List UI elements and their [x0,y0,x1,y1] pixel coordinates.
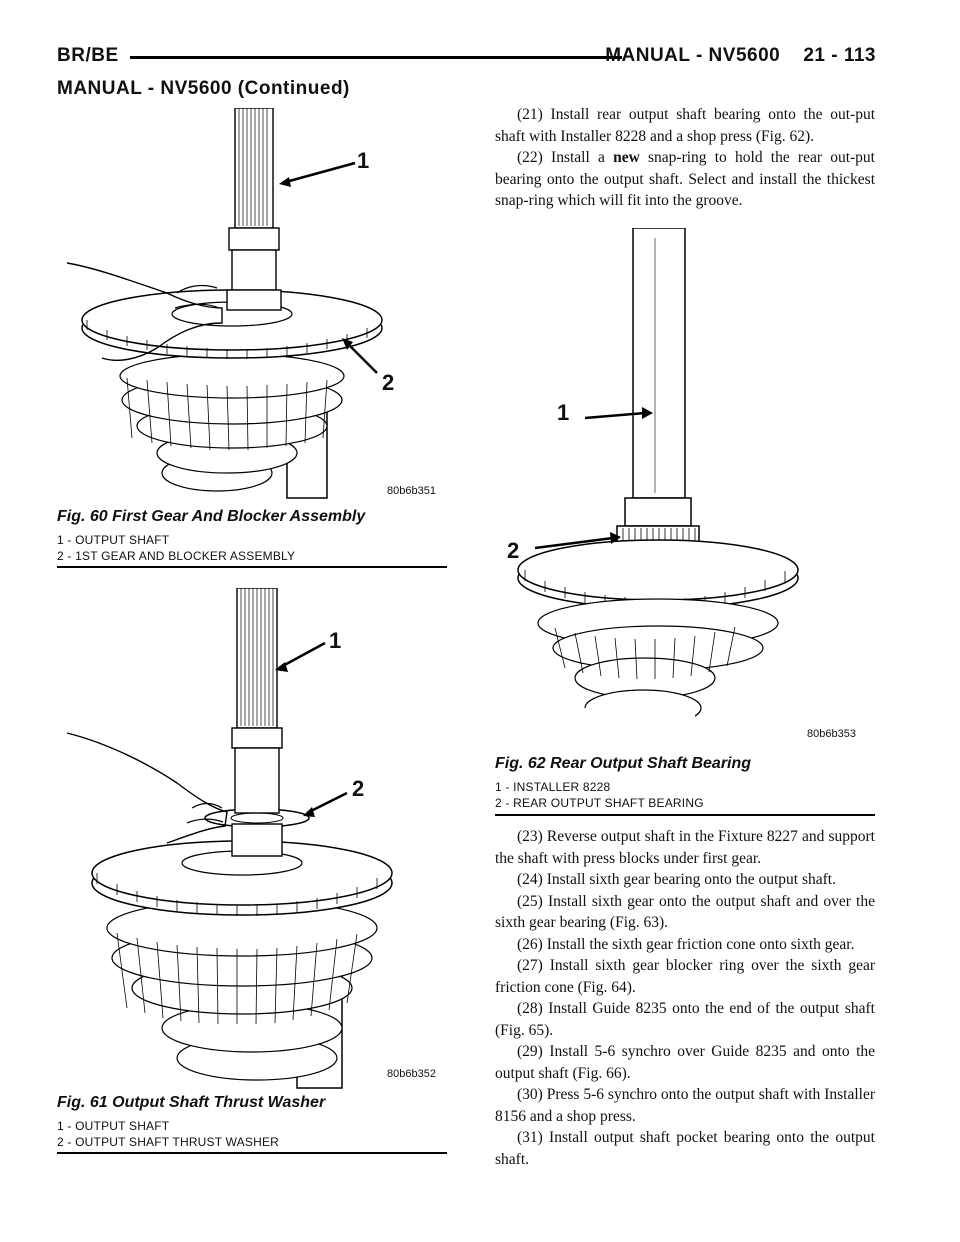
figure-code: 80b6b353 [807,728,856,740]
callout-1: 1 [357,148,370,173]
step-29: (29) Install 5-6 synchro over Guide 8235 and onto the output shaft (Fig. 66). [495,1043,875,1082]
callout-2: 2 [507,538,520,563]
rear-output-shaft-bearing-illustration [495,228,875,753]
figure-code: 80b6b352 [387,1068,436,1080]
figure-61-item-1: 1 - OUTPUT SHAFT [57,1119,170,1133]
figure-60-title: Fig. 60 First Gear And Blocker Assembly [57,508,366,525]
step-23: (23) Reverse output shaft in the Fixture 8227 and support the shaft with press blocks under first gear. [495,828,875,867]
step-30: (30) Press 5-6 synchro onto the output shaft with Installer 8156 and a shop press. [495,1086,875,1125]
step-24: (24) Install sixth gear bearing onto the output shaft. [517,871,836,888]
figure-60-item-2: 2 - 1ST GEAR AND BLOCKER ASSEMBLY [57,549,296,563]
step-22-pre: (22) Install a [517,149,614,166]
callout-1: 1 [557,400,570,425]
figure-62-item-2: 2 - REAR OUTPUT SHAFT BEARING [495,796,704,810]
step-25: (25) Install sixth gear onto the output shaft and over the sixth gear bearing (Fig. 63). [495,892,875,931]
figure-code: 80b6b351 [387,485,436,497]
step-27: (27) Install sixth gear blocker ring over the sixth gear friction cone (Fig. 64). [495,957,875,996]
callout-1: 1 [329,628,342,653]
figure-62-rule [495,814,875,816]
output-shaft-thrust-washer-illustration [57,588,447,1093]
steps-bottom [495,826,875,1170]
callout-2: 2 [352,776,365,801]
step-22 [495,147,875,212]
figure-62-item-1: 1 - INSTALLER 8228 [495,780,611,794]
figure-60-rule [57,566,447,568]
first-gear-blocker-illustration [57,108,447,508]
continued-heading: MANUAL - NV5600 (Continued) [57,78,350,99]
step-28: (28) Install Guide 8235 onto the end of the output shaft (Fig. 65). [495,1000,875,1039]
header-right: MANUAL - NV5600 21 - 113 [605,45,876,66]
figure-61-title: Fig. 61 Output Shaft Thrust Washer [57,1094,326,1111]
callout-2: 2 [382,370,395,395]
figure-61 [57,588,447,1093]
header-rule [130,56,622,59]
figure-61-item-2: 2 - OUTPUT SHAFT THRUST WASHER [57,1135,280,1149]
step-31: (31) Install output shaft pocket bearing onto the output shaft. [495,1129,875,1168]
figure-62-title: Fig. 62 Rear Output Shaft Bearing [495,755,752,772]
figure-61-rule [57,1152,447,1154]
step-22-post: snap-ring to hold the rear out-put bearing onto the output shaft. Select and install the thickest snap-ring which will fit into the groove. [495,149,875,209]
header-left: BR/BE [57,45,119,66]
figure-60 [57,108,447,508]
step-22-bold: new [613,149,640,166]
figure-62 [495,228,875,753]
figure-60-item-1: 1 - OUTPUT SHAFT [57,533,170,547]
steps-top [495,104,875,212]
step-26: (26) Install the sixth gear friction cone onto sixth gear. [517,935,855,953]
step-21: (21) Install rear output shaft bearing onto the out-put shaft with Installer 8228 and a shop press (Fig. 62). [495,106,875,145]
